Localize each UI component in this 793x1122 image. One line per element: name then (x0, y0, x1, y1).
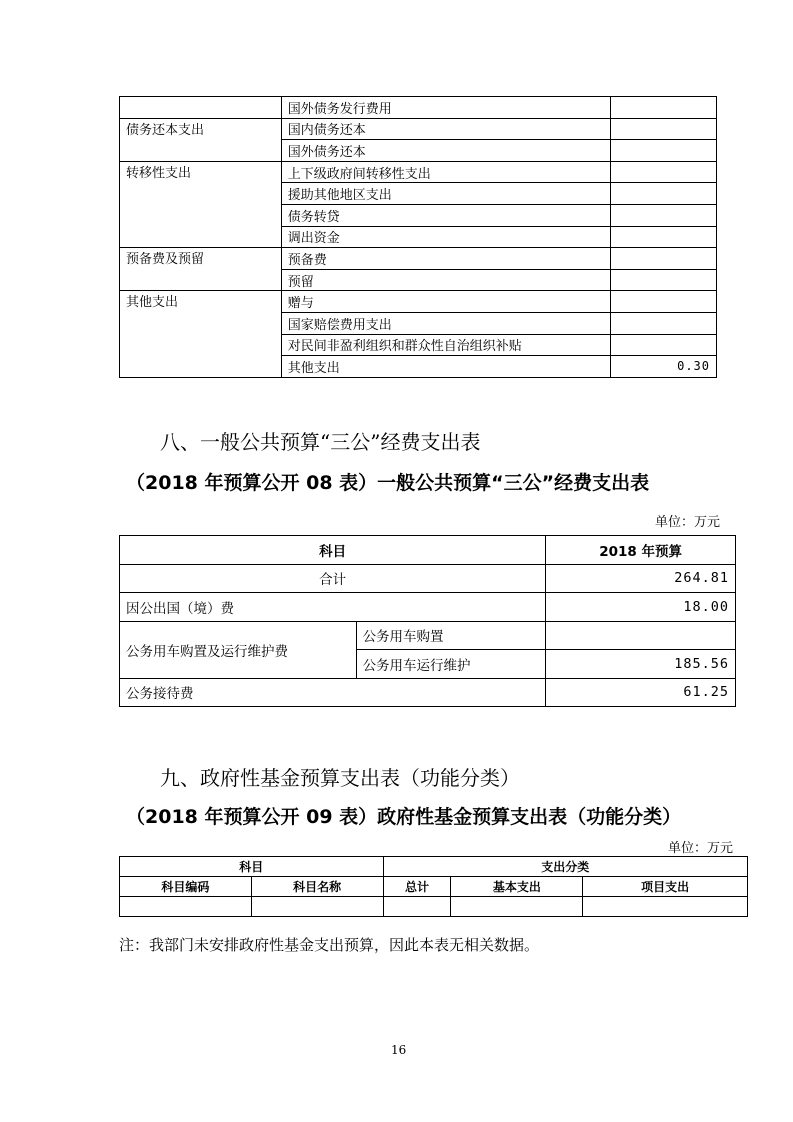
table-row-total (120, 564, 736, 593)
item-cell: 国外债务还本 (281, 140, 610, 162)
col-total: 总计 (383, 877, 451, 897)
item-cell: 赠与 (281, 291, 610, 313)
value-cell (611, 226, 717, 248)
value-cell (611, 312, 717, 334)
vehicle-buy-label: 公务用车购置 (356, 621, 546, 650)
table-row (120, 97, 717, 119)
empty-cell (383, 897, 451, 917)
vehicle-buy-value (546, 621, 736, 650)
section9-subheading: （2018 年预算公开 09 表）政府性基金预算支出表（功能分类） (126, 806, 682, 828)
table-row-vehicle-buy (120, 621, 736, 650)
value-cell (611, 97, 717, 119)
header-expense: 支出分类 (383, 857, 747, 877)
category-cell (120, 97, 282, 119)
item-cell: 对民间非盈利组织和群众性自治组织补贴 (281, 334, 610, 356)
category-cell: 其他支出 (120, 291, 282, 377)
total-label: 合计 (120, 564, 546, 593)
section9-unit: 单位：万元 (668, 841, 734, 856)
value-cell (611, 291, 717, 313)
vehicle-run-value: 185.56 (546, 650, 736, 679)
vehicle-run-label: 公务用车运行维护 (356, 650, 546, 679)
gov-fund-expense-table (119, 856, 748, 917)
table-row (120, 118, 717, 140)
value-cell (611, 118, 717, 140)
table-header-row (120, 857, 748, 877)
abroad-value: 18.00 (546, 593, 736, 622)
section8-unit: 单位：万元 (655, 515, 721, 530)
col-code: 科目编码 (120, 877, 252, 897)
item-cell: 国内债务还本 (281, 118, 610, 140)
table-row (120, 291, 717, 313)
table-subheader-row (120, 877, 748, 897)
item-cell: 其他支出 (281, 356, 610, 378)
item-cell: 国外债务发行费用 (281, 97, 610, 119)
abroad-label: 因公出国（境）费 (120, 593, 546, 622)
empty-cell (120, 897, 252, 917)
value-cell: 0.30 (611, 356, 717, 378)
table-row-abroad (120, 593, 736, 622)
expense-continuation-table (119, 96, 717, 378)
header-budget: 2018 年预算 (546, 536, 736, 565)
category-cell: 债务还本支出 (120, 118, 282, 161)
item-cell: 债务转贷 (281, 204, 610, 226)
category-cell: 预备费及预留 (120, 248, 282, 291)
col-basic: 基本支出 (451, 877, 583, 897)
item-cell: 援助其他地区支出 (281, 183, 610, 205)
reception-value: 61.25 (546, 678, 736, 707)
empty-cell (251, 897, 383, 917)
col-project: 项目支出 (583, 877, 748, 897)
value-cell (611, 248, 717, 270)
total-value: 264.81 (546, 564, 736, 593)
table-row-reception (120, 678, 736, 707)
header-subject: 科目 (120, 536, 546, 565)
table-row (120, 248, 717, 270)
value-cell (611, 334, 717, 356)
section9-note: 注：我部门未安排政府性基金支出预算，因此本表无相关数据。 (119, 936, 540, 954)
value-cell (611, 161, 717, 183)
item-cell: 国家赔偿费用支出 (281, 312, 610, 334)
section8-heading: 八、一般公共预算“三公”经费支出表 (160, 430, 481, 454)
empty-cell (451, 897, 583, 917)
section8-subheading: （2018 年预算公开 08 表）一般公共预算“三公”经费支出表 (126, 472, 650, 494)
col-name: 科目名称 (251, 877, 383, 897)
three-public-expense-table (119, 535, 736, 707)
vehicle-label: 公务用车购置及运行维护费 (120, 621, 357, 678)
table-row (120, 161, 717, 183)
table-row-empty (120, 897, 748, 917)
section9-heading: 九、政府性基金预算支出表（功能分类） (160, 766, 520, 790)
item-cell: 上下级政府间转移性支出 (281, 161, 610, 183)
page-number: 16 (391, 1043, 407, 1057)
value-cell (611, 140, 717, 162)
item-cell: 调出资金 (281, 226, 610, 248)
value-cell (611, 269, 717, 291)
table-header-row (120, 536, 736, 565)
value-cell (611, 183, 717, 205)
value-cell (611, 204, 717, 226)
empty-cell (583, 897, 748, 917)
header-subject: 科目 (120, 857, 384, 877)
item-cell: 预留 (281, 269, 610, 291)
reception-label: 公务接待费 (120, 678, 546, 707)
item-cell: 预备费 (281, 248, 610, 270)
category-cell: 转移性支出 (120, 161, 282, 247)
